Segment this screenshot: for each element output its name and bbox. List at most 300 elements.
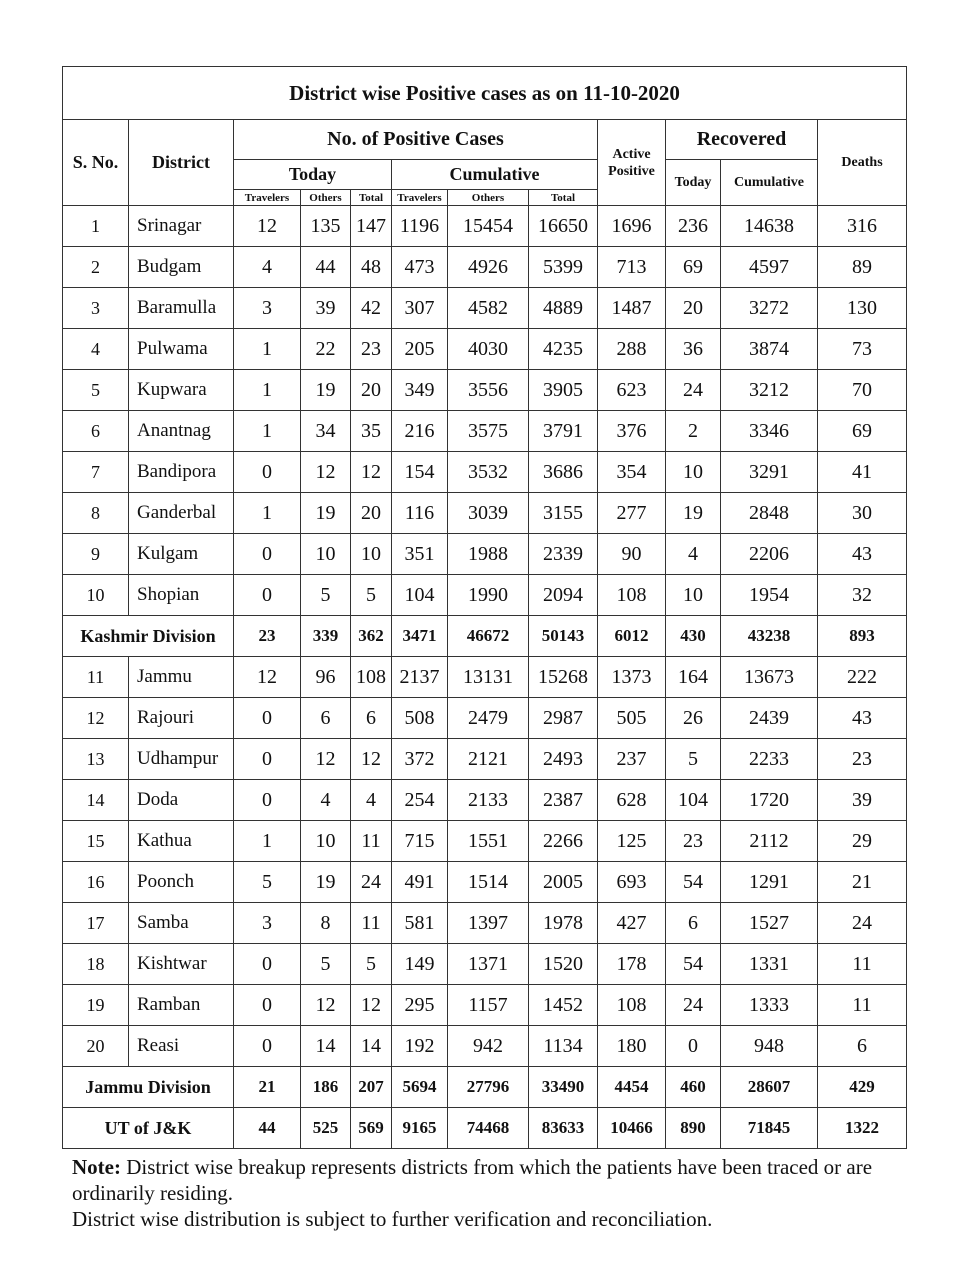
recovered-cumulative: 1333 [721, 985, 818, 1026]
cum-travelers: 254 [392, 780, 448, 821]
today-total: 362 [351, 616, 392, 657]
cum-others: 74468 [448, 1108, 529, 1149]
deaths: 41 [818, 452, 907, 493]
serial-number: 9 [63, 534, 129, 575]
active-positive: 628 [598, 780, 666, 821]
table-row [63, 206, 907, 247]
table-row [63, 944, 907, 985]
cum-others: 2133 [448, 780, 529, 821]
serial-number: 12 [63, 698, 129, 739]
today-others: 19 [301, 862, 351, 903]
today-others: 135 [301, 206, 351, 247]
cum-total: 2266 [529, 821, 598, 862]
note-line-2: District wise distribution is subject to further verification and reconciliation. [72, 1207, 713, 1231]
kashmir-rows [63, 206, 907, 616]
serial-number: 20 [63, 1026, 129, 1067]
today-others: 12 [301, 739, 351, 780]
table-row [63, 493, 907, 534]
table-title: District wise Positive cases as on 11-10-2020 [63, 67, 907, 120]
today-total: 14 [351, 1026, 392, 1067]
active-positive: 505 [598, 698, 666, 739]
deaths: 222 [818, 657, 907, 698]
cum-travelers: 192 [392, 1026, 448, 1067]
today-others: 96 [301, 657, 351, 698]
serial-number: 6 [63, 411, 129, 452]
cum-total: 2987 [529, 698, 598, 739]
header-deaths: Deaths [818, 120, 907, 206]
table-row [63, 739, 907, 780]
cum-total: 1520 [529, 944, 598, 985]
active-positive: 10466 [598, 1108, 666, 1149]
cum-total: 50143 [529, 616, 598, 657]
header-today-travelers: Travelers [234, 190, 301, 206]
today-total: 35 [351, 411, 392, 452]
cum-others: 1514 [448, 862, 529, 903]
today-total: 6 [351, 698, 392, 739]
table-row [63, 288, 907, 329]
district-name: Shopian [129, 575, 234, 616]
header-cum-travelers: Travelers [392, 190, 448, 206]
active-positive: 178 [598, 944, 666, 985]
deaths: 73 [818, 329, 907, 370]
today-total: 11 [351, 903, 392, 944]
recovered-today: 6 [666, 903, 721, 944]
cum-travelers: 307 [392, 288, 448, 329]
deaths: 1322 [818, 1108, 907, 1149]
header-cum-others: Others [448, 190, 529, 206]
district-name: Doda [129, 780, 234, 821]
today-others: 34 [301, 411, 351, 452]
recovered-cumulative: 1527 [721, 903, 818, 944]
recovered-cumulative: 2439 [721, 698, 818, 739]
cum-others: 1551 [448, 821, 529, 862]
today-travelers: 0 [234, 1026, 301, 1067]
recovered-today: 24 [666, 370, 721, 411]
recovered-today: 164 [666, 657, 721, 698]
deaths: 893 [818, 616, 907, 657]
deaths: 11 [818, 944, 907, 985]
jammu-division-row [63, 1067, 907, 1149]
table-row [63, 534, 907, 575]
recovered-cumulative: 2848 [721, 493, 818, 534]
cum-travelers: 149 [392, 944, 448, 985]
cum-total: 5399 [529, 247, 598, 288]
recovered-cumulative: 3291 [721, 452, 818, 493]
table-row [63, 903, 907, 944]
division-name: Jammu Division [63, 1067, 234, 1108]
cum-travelers: 473 [392, 247, 448, 288]
today-travelers: 5 [234, 862, 301, 903]
deaths: 11 [818, 985, 907, 1026]
cum-others: 942 [448, 1026, 529, 1067]
district-name: Ganderbal [129, 493, 234, 534]
serial-number: 10 [63, 575, 129, 616]
division-row [63, 616, 907, 657]
deaths: 23 [818, 739, 907, 780]
cum-others: 1371 [448, 944, 529, 985]
recovered-cumulative: 1954 [721, 575, 818, 616]
today-total: 5 [351, 944, 392, 985]
today-travelers: 12 [234, 206, 301, 247]
cum-others: 27796 [448, 1067, 529, 1108]
recovered-today: 0 [666, 1026, 721, 1067]
today-travelers: 12 [234, 657, 301, 698]
serial-number: 14 [63, 780, 129, 821]
cum-travelers: 491 [392, 862, 448, 903]
today-travelers: 1 [234, 370, 301, 411]
today-others: 19 [301, 370, 351, 411]
serial-number: 2 [63, 247, 129, 288]
district-name: Kishtwar [129, 944, 234, 985]
district-name: Anantnag [129, 411, 234, 452]
today-others: 339 [301, 616, 351, 657]
table-row [63, 862, 907, 903]
cum-total: 1978 [529, 903, 598, 944]
serial-number: 18 [63, 944, 129, 985]
serial-number: 19 [63, 985, 129, 1026]
cum-others: 3556 [448, 370, 529, 411]
today-total: 24 [351, 862, 392, 903]
division-row [63, 1067, 907, 1108]
recovered-today: 2 [666, 411, 721, 452]
cum-others: 3575 [448, 411, 529, 452]
serial-number: 17 [63, 903, 129, 944]
cum-others: 4582 [448, 288, 529, 329]
today-others: 44 [301, 247, 351, 288]
recovered-today: 104 [666, 780, 721, 821]
header-district: District [129, 120, 234, 206]
active-positive: 108 [598, 985, 666, 1026]
today-others: 39 [301, 288, 351, 329]
cum-travelers: 372 [392, 739, 448, 780]
today-total: 11 [351, 821, 392, 862]
recovered-today: 23 [666, 821, 721, 862]
cum-travelers: 3471 [392, 616, 448, 657]
active-positive: 108 [598, 575, 666, 616]
today-travelers: 1 [234, 493, 301, 534]
active-positive: 623 [598, 370, 666, 411]
cum-total: 3791 [529, 411, 598, 452]
cum-travelers: 351 [392, 534, 448, 575]
today-total: 147 [351, 206, 392, 247]
division-name: Kashmir Division [63, 616, 234, 657]
cum-travelers: 216 [392, 411, 448, 452]
district-name: Baramulla [129, 288, 234, 329]
active-positive: 90 [598, 534, 666, 575]
deaths: 30 [818, 493, 907, 534]
district-name: Pulwama [129, 329, 234, 370]
cum-others: 1397 [448, 903, 529, 944]
recovered-cumulative: 2206 [721, 534, 818, 575]
cum-total: 2387 [529, 780, 598, 821]
table-row [63, 821, 907, 862]
recovered-cumulative: 43238 [721, 616, 818, 657]
cum-total: 16650 [529, 206, 598, 247]
cum-travelers: 581 [392, 903, 448, 944]
table-row [63, 780, 907, 821]
today-travelers: 0 [234, 985, 301, 1026]
deaths: 21 [818, 862, 907, 903]
ut-name: UT of J&K [63, 1108, 234, 1149]
recovered-today: 19 [666, 493, 721, 534]
recovered-today: 890 [666, 1108, 721, 1149]
active-positive: 6012 [598, 616, 666, 657]
serial-number: 7 [63, 452, 129, 493]
active-positive: 237 [598, 739, 666, 780]
cum-total: 3905 [529, 370, 598, 411]
recovered-today: 26 [666, 698, 721, 739]
cum-total: 3155 [529, 493, 598, 534]
recovered-today: 10 [666, 452, 721, 493]
serial-number: 5 [63, 370, 129, 411]
cum-travelers: 9165 [392, 1108, 448, 1149]
cum-total: 1452 [529, 985, 598, 1026]
deaths: 429 [818, 1067, 907, 1108]
recovered-today: 5 [666, 739, 721, 780]
active-positive: 376 [598, 411, 666, 452]
today-total: 207 [351, 1067, 392, 1108]
active-positive: 1696 [598, 206, 666, 247]
table-row [63, 452, 907, 493]
deaths: 43 [818, 534, 907, 575]
district-name: Samba [129, 903, 234, 944]
recovered-today: 236 [666, 206, 721, 247]
cum-others: 1157 [448, 985, 529, 1026]
recovered-today: 24 [666, 985, 721, 1026]
today-travelers: 21 [234, 1067, 301, 1108]
active-positive: 180 [598, 1026, 666, 1067]
today-total: 5 [351, 575, 392, 616]
active-positive: 277 [598, 493, 666, 534]
cum-others: 3039 [448, 493, 529, 534]
ut-total-row [63, 1108, 907, 1149]
header-sno: S. No. [63, 120, 129, 206]
active-positive: 354 [598, 452, 666, 493]
district-name: Jammu [129, 657, 234, 698]
recovered-today: 54 [666, 862, 721, 903]
today-travelers: 4 [234, 247, 301, 288]
table-row [63, 370, 907, 411]
cum-travelers: 5694 [392, 1067, 448, 1108]
today-others: 19 [301, 493, 351, 534]
recovered-today: 36 [666, 329, 721, 370]
cum-travelers: 116 [392, 493, 448, 534]
today-total: 20 [351, 370, 392, 411]
today-travelers: 0 [234, 534, 301, 575]
deaths: 69 [818, 411, 907, 452]
today-travelers: 1 [234, 411, 301, 452]
today-total: 12 [351, 452, 392, 493]
today-travelers: 1 [234, 329, 301, 370]
active-positive: 427 [598, 903, 666, 944]
today-others: 525 [301, 1108, 351, 1149]
report-sheet [62, 66, 906, 1149]
cum-others: 2121 [448, 739, 529, 780]
today-total: 23 [351, 329, 392, 370]
serial-number: 4 [63, 329, 129, 370]
recovered-cumulative: 3272 [721, 288, 818, 329]
recovered-cumulative: 4597 [721, 247, 818, 288]
deaths: 316 [818, 206, 907, 247]
cum-total: 1134 [529, 1026, 598, 1067]
cum-total: 2493 [529, 739, 598, 780]
recovered-cumulative: 3212 [721, 370, 818, 411]
today-others: 10 [301, 821, 351, 862]
district-name: Poonch [129, 862, 234, 903]
today-others: 22 [301, 329, 351, 370]
active-positive: 1487 [598, 288, 666, 329]
cum-travelers: 349 [392, 370, 448, 411]
cum-total: 4889 [529, 288, 598, 329]
today-others: 14 [301, 1026, 351, 1067]
recovered-cumulative: 13673 [721, 657, 818, 698]
cum-travelers: 715 [392, 821, 448, 862]
recovered-cumulative: 1291 [721, 862, 818, 903]
today-travelers: 3 [234, 903, 301, 944]
cum-others: 2479 [448, 698, 529, 739]
district-name: Kulgam [129, 534, 234, 575]
recovered-cumulative: 948 [721, 1026, 818, 1067]
header-recovered-today: Today [666, 160, 721, 206]
today-others: 12 [301, 985, 351, 1026]
recovered-today: 69 [666, 247, 721, 288]
cum-total: 15268 [529, 657, 598, 698]
recovered-cumulative: 2233 [721, 739, 818, 780]
cum-total: 3686 [529, 452, 598, 493]
cum-others: 4926 [448, 247, 529, 288]
table-row [63, 985, 907, 1026]
today-travelers: 23 [234, 616, 301, 657]
header-today-others: Others [301, 190, 351, 206]
today-others: 12 [301, 452, 351, 493]
today-travelers: 0 [234, 575, 301, 616]
jammu-rows [63, 657, 907, 1067]
recovered-today: 10 [666, 575, 721, 616]
deaths: 29 [818, 821, 907, 862]
header-today: Today [234, 160, 392, 190]
district-name: Rajouri [129, 698, 234, 739]
kashmir-division-row [63, 616, 907, 657]
serial-number: 13 [63, 739, 129, 780]
deaths: 24 [818, 903, 907, 944]
recovered-today: 54 [666, 944, 721, 985]
serial-number: 3 [63, 288, 129, 329]
recovered-cumulative: 14638 [721, 206, 818, 247]
today-others: 5 [301, 575, 351, 616]
cum-others: 46672 [448, 616, 529, 657]
recovered-cumulative: 71845 [721, 1108, 818, 1149]
deaths: 6 [818, 1026, 907, 1067]
active-positive: 1373 [598, 657, 666, 698]
today-total: 12 [351, 985, 392, 1026]
today-total: 12 [351, 739, 392, 780]
header-positive-cases: No. of Positive Cases [234, 120, 598, 160]
today-total: 569 [351, 1108, 392, 1149]
district-name: Reasi [129, 1026, 234, 1067]
header-recovered-cumulative: Cumulative [721, 160, 818, 206]
header-recovered: Recovered [666, 120, 818, 160]
today-travelers: 0 [234, 780, 301, 821]
table-row [63, 698, 907, 739]
table-row [63, 1026, 907, 1067]
today-total: 108 [351, 657, 392, 698]
active-positive: 693 [598, 862, 666, 903]
active-positive: 713 [598, 247, 666, 288]
active-positive: 288 [598, 329, 666, 370]
today-others: 10 [301, 534, 351, 575]
today-total: 20 [351, 493, 392, 534]
cum-total: 33490 [529, 1067, 598, 1108]
deaths: 43 [818, 698, 907, 739]
serial-number: 1 [63, 206, 129, 247]
active-positive: 4454 [598, 1067, 666, 1108]
cum-travelers: 508 [392, 698, 448, 739]
district-name: Srinagar [129, 206, 234, 247]
header-cum-total: Total [529, 190, 598, 206]
today-travelers: 0 [234, 944, 301, 985]
note-line-1: District wise breakup represents districts from which the patients have been traced or are ordinarily residing. [72, 1155, 873, 1205]
header-today-total: Total [351, 190, 392, 206]
positive-cases-table [62, 66, 907, 1149]
recovered-today: 430 [666, 616, 721, 657]
recovered-cumulative: 28607 [721, 1067, 818, 1108]
footnote [72, 1154, 912, 1232]
district-name: Bandipora [129, 452, 234, 493]
district-name: Budgam [129, 247, 234, 288]
cum-travelers: 154 [392, 452, 448, 493]
serial-number: 16 [63, 862, 129, 903]
cum-travelers: 205 [392, 329, 448, 370]
cum-total: 4235 [529, 329, 598, 370]
cum-total: 2094 [529, 575, 598, 616]
cum-others: 13131 [448, 657, 529, 698]
deaths: 130 [818, 288, 907, 329]
note-label: Note: [72, 1155, 121, 1179]
today-others: 4 [301, 780, 351, 821]
table-row [63, 247, 907, 288]
cum-total: 2005 [529, 862, 598, 903]
today-total: 48 [351, 247, 392, 288]
recovered-cumulative: 3874 [721, 329, 818, 370]
recovered-cumulative: 1331 [721, 944, 818, 985]
header-active-positive: Active Positive [598, 120, 666, 206]
district-name: Kupwara [129, 370, 234, 411]
serial-number: 8 [63, 493, 129, 534]
recovered-today: 460 [666, 1067, 721, 1108]
cum-total: 2339 [529, 534, 598, 575]
header-cumulative: Cumulative [392, 160, 598, 190]
district-name: Kathua [129, 821, 234, 862]
recovered-today: 20 [666, 288, 721, 329]
deaths: 89 [818, 247, 907, 288]
district-name: Ramban [129, 985, 234, 1026]
today-others: 5 [301, 944, 351, 985]
cum-travelers: 104 [392, 575, 448, 616]
recovered-today: 4 [666, 534, 721, 575]
deaths: 70 [818, 370, 907, 411]
table-row [63, 329, 907, 370]
cum-travelers: 295 [392, 985, 448, 1026]
table-row [63, 411, 907, 452]
serial-number: 15 [63, 821, 129, 862]
cum-travelers: 1196 [392, 206, 448, 247]
district-name: Udhampur [129, 739, 234, 780]
today-travelers: 1 [234, 821, 301, 862]
recovered-cumulative: 1720 [721, 780, 818, 821]
today-travelers: 0 [234, 739, 301, 780]
recovered-cumulative: 2112 [721, 821, 818, 862]
deaths: 32 [818, 575, 907, 616]
